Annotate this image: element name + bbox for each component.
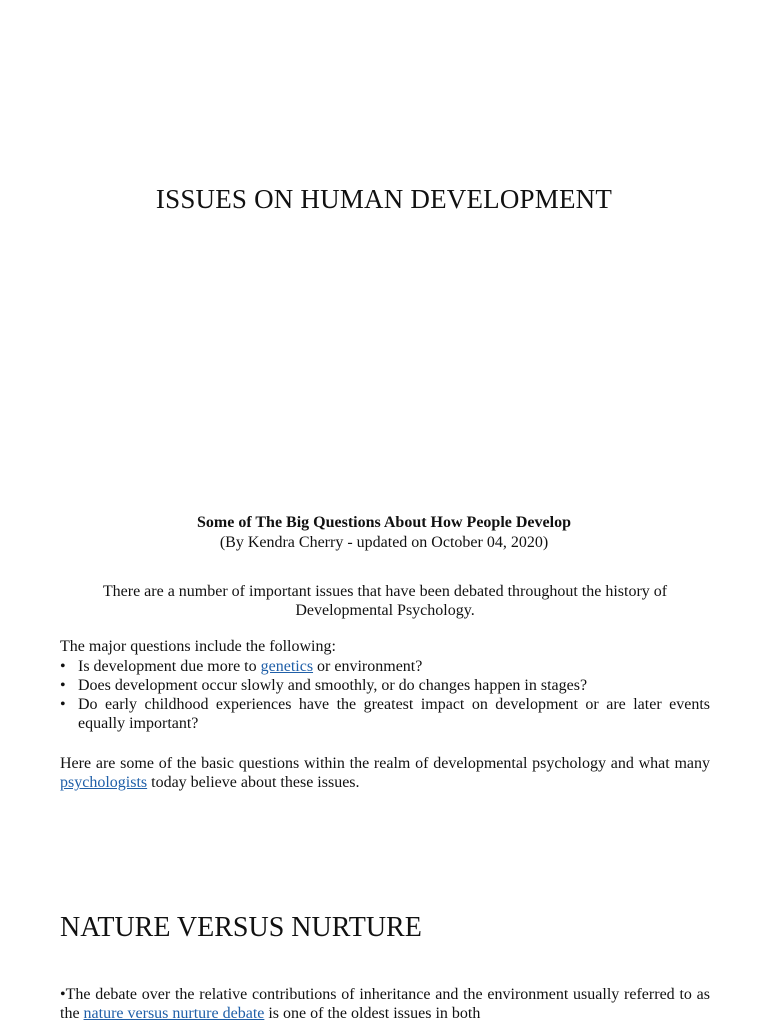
question-text: Do early childhood experiences have the greatest impact on development or are later events equally important? xyxy=(78,696,710,732)
list-item xyxy=(60,695,710,733)
nature-nurture-paragraph xyxy=(60,985,710,1023)
question-text: Is development due more to xyxy=(78,658,261,675)
paragraph-text: is one of the oldest issues in both xyxy=(264,1005,481,1022)
psychologists-link[interactable]: psychologists xyxy=(60,774,148,791)
question-text: or environment? xyxy=(313,658,423,675)
bullet-icon: • xyxy=(60,696,66,713)
body-paragraph xyxy=(60,754,710,792)
genetics-link[interactable]: genetics xyxy=(260,658,314,675)
article-byline: (By Kendra Cherry - updated on October 04, 2020) xyxy=(219,534,549,551)
question-text: Does development occur slowly and smoothly, or do changes happen in stages? xyxy=(78,677,588,694)
paragraph-text: •The debate over the relative contributions of inheritance and the environment usually referred to as the xyxy=(60,986,710,1022)
list-item xyxy=(60,676,710,695)
document-title: ISSUES ON HUMAN DEVELOPMENT xyxy=(155,184,613,214)
nature-nurture-link[interactable]: nature versus nurture debate xyxy=(83,1005,265,1022)
article-subtitle: Some of The Big Questions About How People Develop xyxy=(197,514,571,531)
list-item xyxy=(60,657,710,676)
bullet-icon: • xyxy=(60,677,66,694)
paragraph-text: Here are some of the basic questions within the realm of developmental psychology and what many xyxy=(60,755,710,772)
questions-lead: The major questions include the following: xyxy=(60,638,336,655)
questions-list xyxy=(60,657,710,733)
section-heading: NATURE VERSUS NURTURE xyxy=(60,912,422,943)
intro-paragraph: There are a number of important issues that have been debated throughout the history of Developmental Psychology. xyxy=(102,583,668,619)
bullet-icon: • xyxy=(60,658,66,675)
paragraph-text: today believe about these issues. xyxy=(147,774,360,791)
